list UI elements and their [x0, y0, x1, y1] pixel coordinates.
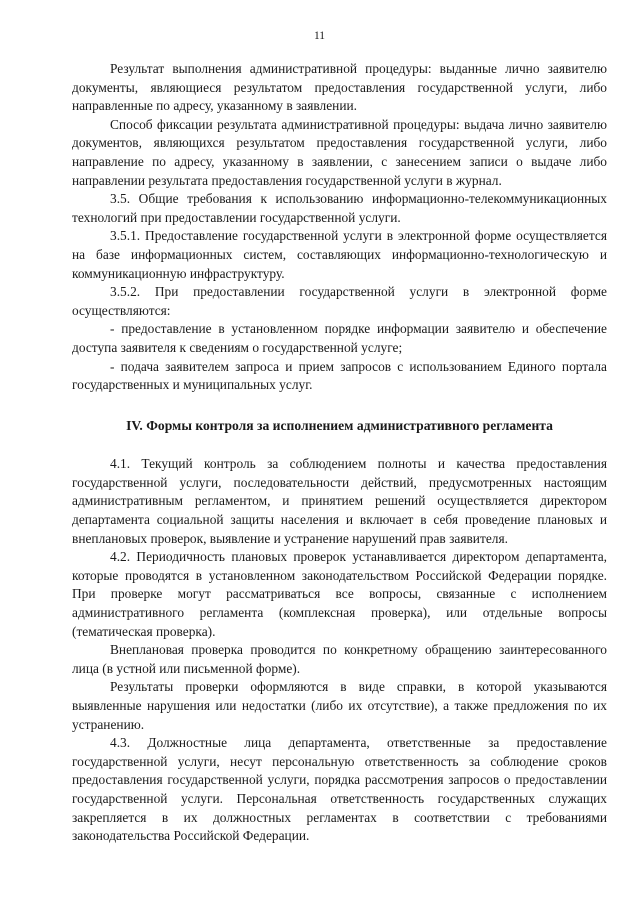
document-body [72, 60, 607, 846]
paragraph-3-5: 3.5. Общие требования к использованию информационно-телекоммуникационных технологий при предоставлении государственной услуги. [72, 191, 607, 225]
paragraph-fixation-method: Способ фиксации результата административной процедуры: выдача лично заявителю документов, являющихся результатом предоставления государственной услуги, либо направление по адресу, указанному в заявлении, с занесением записи о выдаче либо направлении результата предоставления государственной услуги в журнал. [72, 116, 607, 188]
section-heading: IV. Формы контроля за исполнением административного регламента [126, 417, 553, 433]
paragraph-result: Результат выполнения административной процедуры: выданные лично заявителю документы, являющиеся результатом предоставления государственной услуги, либо направленные по адресу, указанному в заявлении. [72, 61, 607, 114]
paragraph-unscheduled-check: Внеплановая проверка проводится по конкретному обращению заинтересованного лица (в устной или письменной форме). [72, 642, 607, 676]
list-item-portal: - подача заявителем запроса и прием запросов с использованием Единого портала государственных и муниципальных услуг. [72, 358, 607, 393]
paragraph-check-results: Результаты проверки оформляются в виде справки, в которой указываются выявленные нарушения или недостатки (либо их отсутствие), а также предложения по их устранению. [72, 679, 607, 732]
paragraph-3-5-1: 3.5.1. Предоставление государственной услуги в электронной форме осуществляется на базе информационных систем, составляющих информационно-технологическую и коммуникационную инфраструктуру. [72, 228, 607, 281]
paragraph-4-2: 4.2. Периодичность плановых проверок устанавливается директором департамента, которые проводятся в установленном законодательством Российской Федерации порядке. При проверке могут рассматриваться все вопросы, связанные с исполнением административного регламента (комплексная проверка), или отдельные вопросы (тематическая проверка). [72, 549, 607, 639]
paragraph-4-1: 4.1. Текущий контроль за соблюдением полноты и качества предоставления государственной услуги, последовательности действий, предусмотренных настоящим административным регламентом, и принятием решений осуществляется директором департамента социальной защиты населения и включает в себя проведение плановых и внеплановых проверок, выявление и устранение нарушений прав заявителя. [72, 456, 607, 546]
paragraph-4-3: 4.3. Должностные лица департамента, ответственные за предоставление государственной услуги, несут персональную ответственность за соблюдение сроков предоставления государственной услуги, порядка рассмотрения запросов о предоставлении государственной услуги. Персональная ответственность государственных служащих закрепляется в их должностных регламентах в соответствии с требованиями законодательства Российской Федерации. [72, 735, 607, 844]
page-number: 11 [313, 30, 326, 42]
paragraph-3-5-2: 3.5.2. При предоставлении государственной услуги в электронной форме осуществляются: [72, 284, 607, 318]
list-item-information: - предоставление в установленном порядке информации заявителю и обеспечение доступа заявителя к сведениям о государственной услуге; [72, 321, 607, 355]
